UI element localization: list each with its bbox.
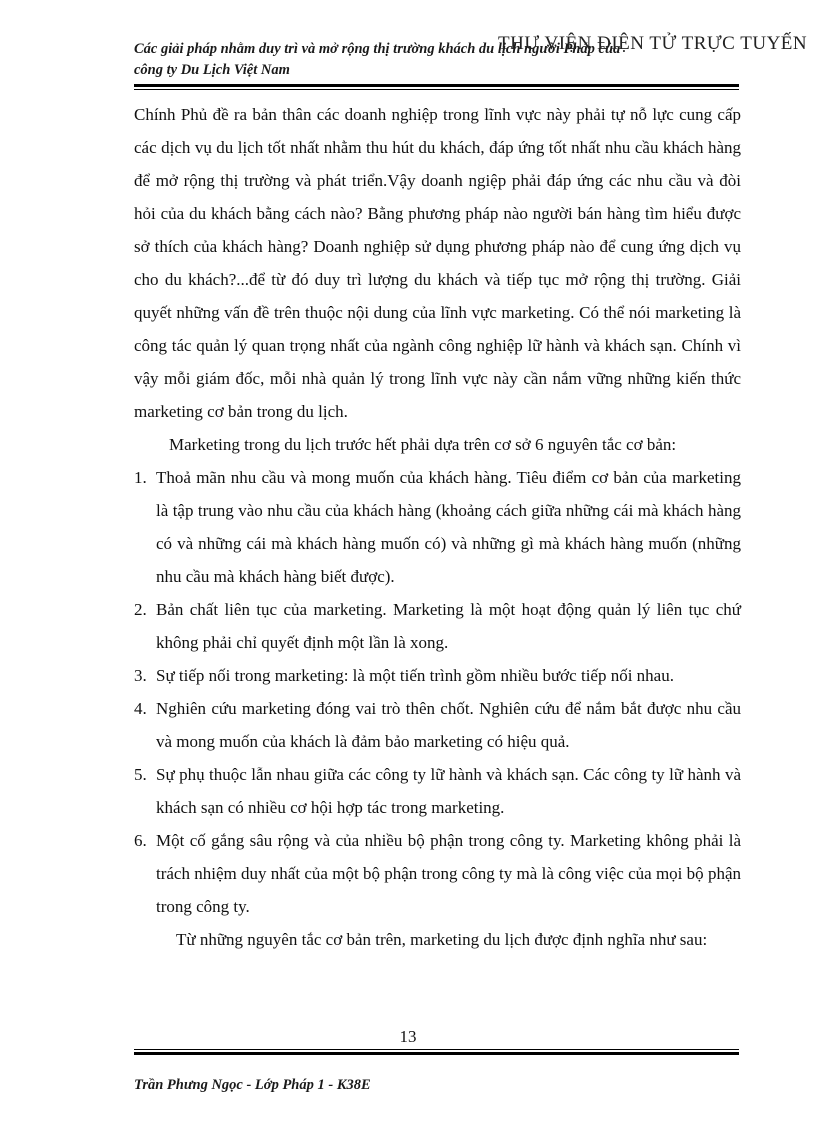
paragraph-definition-intro: Từ những nguyên tắc cơ bản trên, marketing du lịch được định nghĩa như sau: bbox=[176, 930, 708, 949]
header-title-line2: công ty Du Lịch Việt Nam bbox=[134, 62, 290, 78]
list-item-text: Một cố gắng sâu rộng và của nhiều bộ phận trong công ty. Marketing không phải là trách nhiệm duy nhất của một bộ phận trong công ty mà là công việc của mọi bộ phận trong công ty. bbox=[156, 831, 741, 916]
principles-list bbox=[134, 461, 741, 923]
list-item-text: Nghiên cứu marketing đóng vai trò thên chốt. Nghiên cứu để nắm bắt được nhu cầu và mong muốn của khách là đảm bảo marketing có hiệu quả. bbox=[156, 699, 741, 751]
header-divider-thin bbox=[134, 89, 739, 90]
list-item-text: Sự tiếp nối trong marketing: là một tiến trình gồm nhiều bước tiếp nối nhau. bbox=[156, 666, 674, 685]
list-item-text: Sự phụ thuộc lẫn nhau giữa các công ty lữ hành và khách sạn. Các công ty lữ hành và khách sạn có nhiều cơ hội hợp tác trong marketing. bbox=[156, 765, 741, 817]
paragraph-principles-intro: Marketing trong du lịch trước hết phải dựa trên cơ sở 6 nguyên tắc cơ bản: bbox=[169, 435, 677, 454]
list-item bbox=[134, 824, 741, 923]
footer-author: Trần Phưng Ngọc - Lớp Pháp 1 - K38E bbox=[134, 1077, 371, 1093]
list-item-text: Bản chất liên tục của marketing. Marketing là một hoạt động quản lý liên tục chứ không phải chỉ quyết định một lần là xong. bbox=[156, 600, 741, 652]
list-item-text: Thoả mãn nhu cầu và mong muốn của khách hàng. Tiêu điểm cơ bản của marketing là tập trung vào nhu cầu của khách hàng (khoảng cách giữa những cái mà khách hàng có và những cái mà khách hàng muốn có) và những gì mà khách hàng muốn (những nhu cầu mà khách hàng biết được). bbox=[156, 468, 741, 586]
list-item bbox=[134, 593, 741, 659]
page-body bbox=[134, 98, 741, 956]
list-item bbox=[134, 659, 741, 692]
paragraph-intro: Chính Phủ đề ra bản thân các doanh nghiệp trong lĩnh vực này phải tự nỗ lực cung cấp các dịch vụ du lịch tốt nhất nhằm thu hút du khách, đáp ứng tốt nhất nhu cầu khách hàng để mở rộng thị trường và phát triển.Vậy doanh ngiệp phải đáp ứng các nhu cầu và đòi hỏi của du khách bằng cách nào? Bằng phương pháp nào người bán hàng tìm hiểu được sở thích của khách hàng? Doanh nghiệp sử dụng phương pháp nào để cung ứng dịch vụ cho du khách?...để từ đó duy trì lượng du khách và tiếp tục mở rộng thị trường. Giải quyết những vấn đề trên thuộc nội dung của lĩnh vực marketing. Có thể nói marketing là công tác quản lý quan trọng nhất của ngành công nghiệp lữ hành và khách sạn. Chính vì vậy mỗi giám đốc, mỗi nhà quản lý trong lĩnh vực này cần nắm vững những kiến thức marketing cơ bản trong du lịch. bbox=[134, 105, 741, 421]
list-item-number: 5. bbox=[134, 765, 147, 784]
list-item bbox=[134, 758, 741, 824]
list-item bbox=[134, 461, 741, 593]
page-number: 13 bbox=[399, 1027, 417, 1046]
header-divider-thick bbox=[134, 84, 739, 87]
footer-divider-thick bbox=[134, 1052, 739, 1055]
list-item-number: 4. bbox=[134, 699, 147, 718]
footer-divider-thin bbox=[134, 1049, 739, 1050]
header-title-line1: Các giải pháp nhằm duy trì và mở rộng thị trường khách du lịch người Pháp của bbox=[134, 41, 621, 57]
list-item-number: 2. bbox=[134, 600, 147, 619]
watermark-text: THƯ VIỆN ĐIỆN TỬ TRỰC TUYẾN bbox=[498, 33, 808, 54]
list-item-number: 1. bbox=[134, 468, 147, 487]
list-item-number: 6. bbox=[134, 831, 147, 850]
list-item bbox=[134, 692, 741, 758]
page-header bbox=[134, 35, 816, 85]
list-item-number: 3. bbox=[134, 666, 147, 685]
